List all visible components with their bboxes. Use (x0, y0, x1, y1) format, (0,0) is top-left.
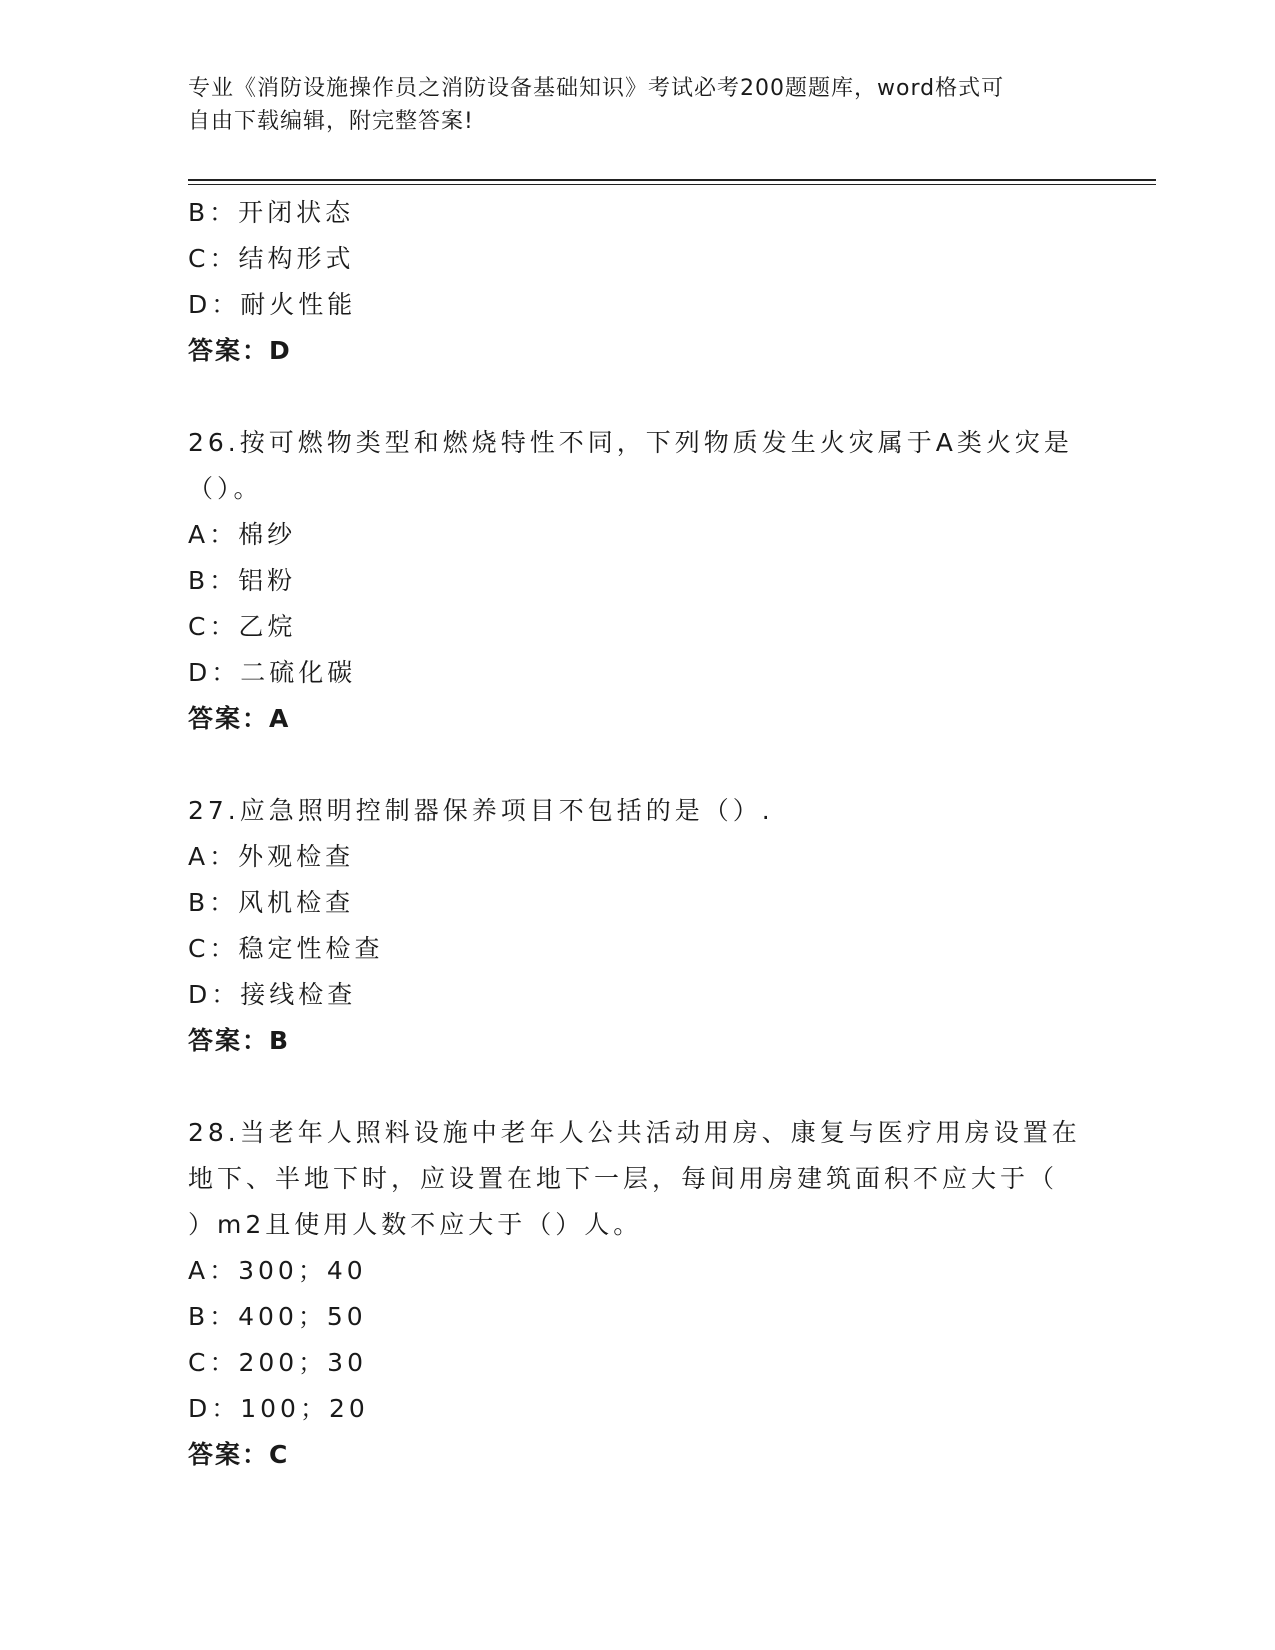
question-text-line: ）m2且使用人数不应大于（）人。 (188, 1210, 643, 1239)
option-b: B：风机检查 (188, 888, 355, 917)
question-25-continued (188, 190, 1088, 374)
option-c: C：结构形式 (188, 244, 355, 273)
header-line-1: 专业《消防设施操作员之消防设备基础知识》考试必考200题题库，word格式可 (188, 76, 1005, 101)
spacer (188, 1064, 1088, 1110)
option-d: D：二硫化碳 (188, 658, 357, 687)
question-text-line: 27.应急照明控制器保养项目不包括的是（）. (188, 796, 774, 825)
question-text-line: （）。 (188, 474, 263, 503)
spacer (188, 742, 1088, 788)
option-c: C：200；30 (188, 1348, 367, 1377)
question-text-line: 地下、半地下时，应设置在地下一层，每间用房建筑面积不应大于（ (188, 1164, 1059, 1193)
question-28 (188, 1110, 1088, 1478)
option-a: A：棉纱 (188, 520, 297, 549)
option-b: B：开闭状态 (188, 198, 355, 227)
answer-line: 答案：C (188, 1440, 290, 1469)
option-d: D：耐火性能 (188, 290, 357, 319)
question-list (188, 190, 1088, 1478)
answer-line: 答案：D (188, 336, 292, 365)
option-a: A：300；40 (188, 1256, 367, 1285)
spacer (188, 374, 1088, 420)
question-27 (188, 788, 1088, 1064)
header-divider-thin (188, 184, 1156, 185)
question-text-line: 26.按可燃物类型和燃烧特性不同，下列物质发生火灾属于A类火灾是 (188, 428, 1073, 457)
option-d: D：100；20 (188, 1394, 369, 1423)
option-c: C：乙烷 (188, 612, 297, 641)
option-c: C：稳定性检查 (188, 934, 384, 963)
header-divider-thick (188, 179, 1156, 181)
option-b: B：400；50 (188, 1302, 367, 1331)
question-text-line: 28.当老年人照料设施中老年人公共活动用房、康复与医疗用房设置在 (188, 1118, 1081, 1147)
answer-line: 答案：A (188, 704, 291, 733)
option-d: D：接线检查 (188, 980, 357, 1009)
document-header (188, 72, 1068, 138)
option-b: B：铝粉 (188, 566, 297, 595)
option-a: A：外观检查 (188, 842, 355, 871)
question-26 (188, 420, 1088, 742)
header-line-2: 自由下载编辑，附完整答案! (188, 109, 474, 134)
answer-line: 答案：B (188, 1026, 291, 1055)
